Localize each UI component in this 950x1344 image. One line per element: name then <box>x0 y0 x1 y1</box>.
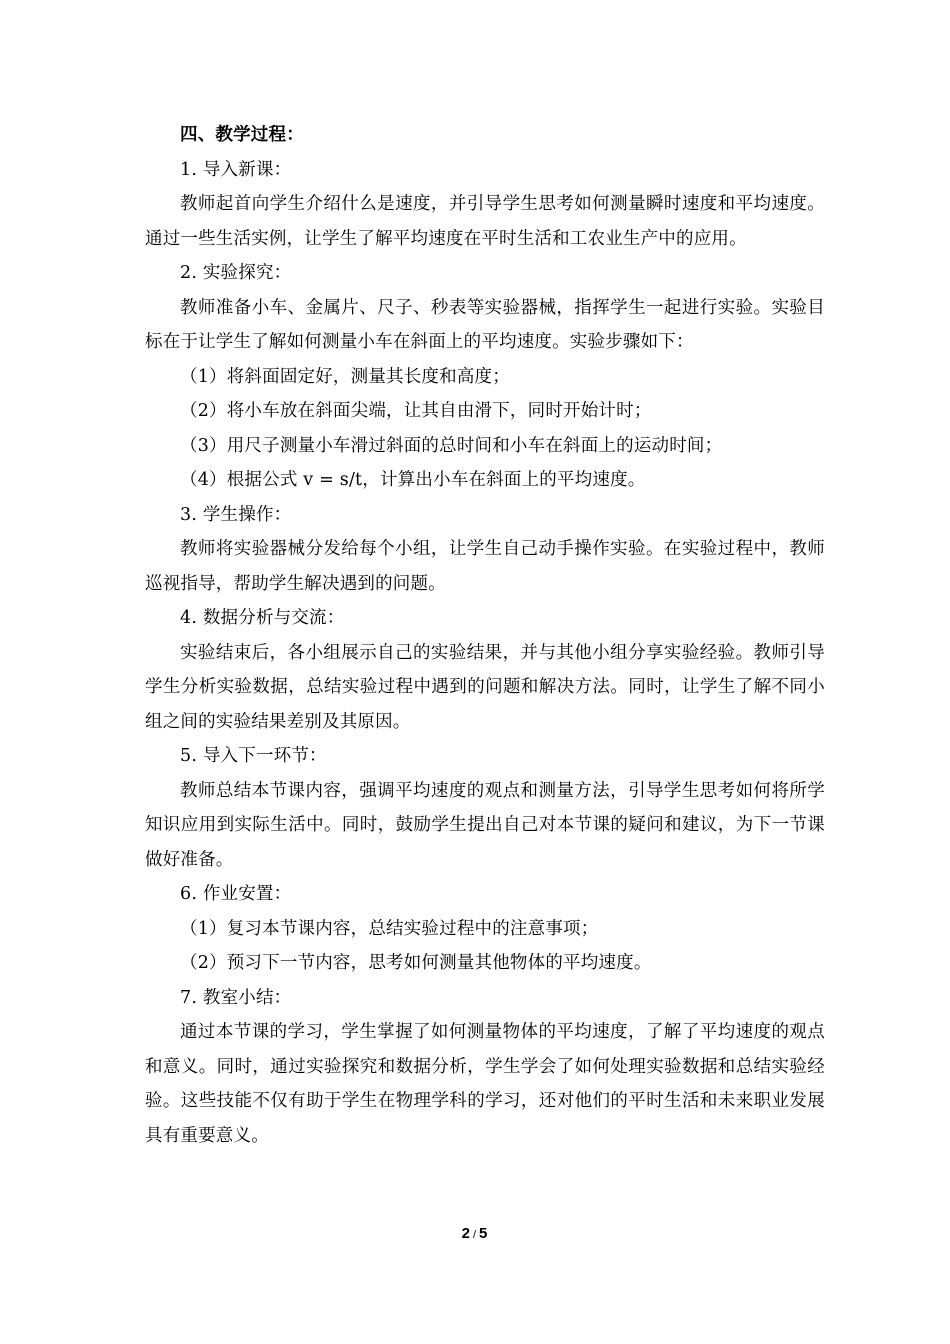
paragraph-analysis: 实验结束后，各小组展示自己的实验结果，并与其他小组分享实验经验。教师引导学生分析实验数据，总结实验过程中遇到的问题和解决方法。同时，让学生了解不同小组之间的实验结果差别及其原因。 <box>145 642 825 732</box>
paragraph-operation: 教师将实验器械分发给每个小组，让学生自己动手操作实验。在实验过程中，教师巡视指导，帮助学生解决遇到的问题。 <box>145 539 825 594</box>
paragraph-experiment: 教师准备小车、金属片、尺子、秒表等实验器械，指挥学生一起进行实验。实验目标在于让学生了解如何测量小车在斜面上的平均速度。实验步骤如下： <box>145 297 825 352</box>
list-item-step-2: （2）将小车放在斜面尖端，让其自由滑下，同时开始计时； <box>180 401 652 421</box>
subsection-heading-experiment: 2. 实验探究： <box>180 263 292 283</box>
page-number <box>0 1225 950 1242</box>
document-body <box>145 118 825 1153</box>
paragraph-intro: 教师起首向学生介绍什么是速度，并引导学生思考如何测量瞬时速度和平均速度。通过一些生活实例，让学生了解平均速度在平时生活和工农业生产中的应用。 <box>145 194 825 249</box>
page-number-separator: / <box>472 1229 478 1241</box>
list-item-step-1: （1）将斜面固定好，测量其长度和高度； <box>180 366 510 387</box>
subsection-heading-next: 5. 导入下一环节： <box>180 746 327 766</box>
page-number-total: 5 <box>479 1225 489 1242</box>
section-heading: 四、教学过程： <box>180 125 304 145</box>
subsection-heading-summary: 7. 教室小结： <box>180 987 292 1008</box>
subsection-heading-analysis: 4. 数据分析与交流： <box>180 608 345 628</box>
list-item-homework-1: （1）复习本节课内容，总结实验过程中的注意事项； <box>180 918 599 939</box>
subsection-heading-intro: 1. 导入新课： <box>180 159 292 180</box>
page-number-current: 2 <box>461 1225 471 1242</box>
paragraph-summary: 通过本节课的学习，学生掌握了如何测量物体的平均速度，了解了平均速度的观点和意义。同时，通过实验探究和数据分析，学生学会了如何处理实验数据和总结实验经验。这些技能不仅有助于学生在物理学科的学习，还对他们的平时生活和未来职业发展具有重要意义。 <box>145 1022 825 1146</box>
list-item-homework-2: （2）预习下一节内容，思考如何测量其他物体的平均速度。 <box>180 953 652 973</box>
list-item-step-3: （3）用尺子测量小车滑过斜面的总时间和小车在斜面上的运动时间； <box>180 435 723 456</box>
paragraph-next: 教师总结本节课内容，强调平均速度的观点和测量方法，引导学生思考如何将所学知识应用到实际生活中。同时，鼓励学生提出自己对本节课的疑问和建议，为下一节课做好准备。 <box>145 780 825 870</box>
list-item-step-4: （4）根据公式 v = s/t，计算出小车在斜面上的平均速度。 <box>180 470 646 490</box>
subsection-heading-operation: 3. 学生操作： <box>180 504 292 525</box>
subsection-heading-homework: 6. 作业安置： <box>180 884 292 904</box>
